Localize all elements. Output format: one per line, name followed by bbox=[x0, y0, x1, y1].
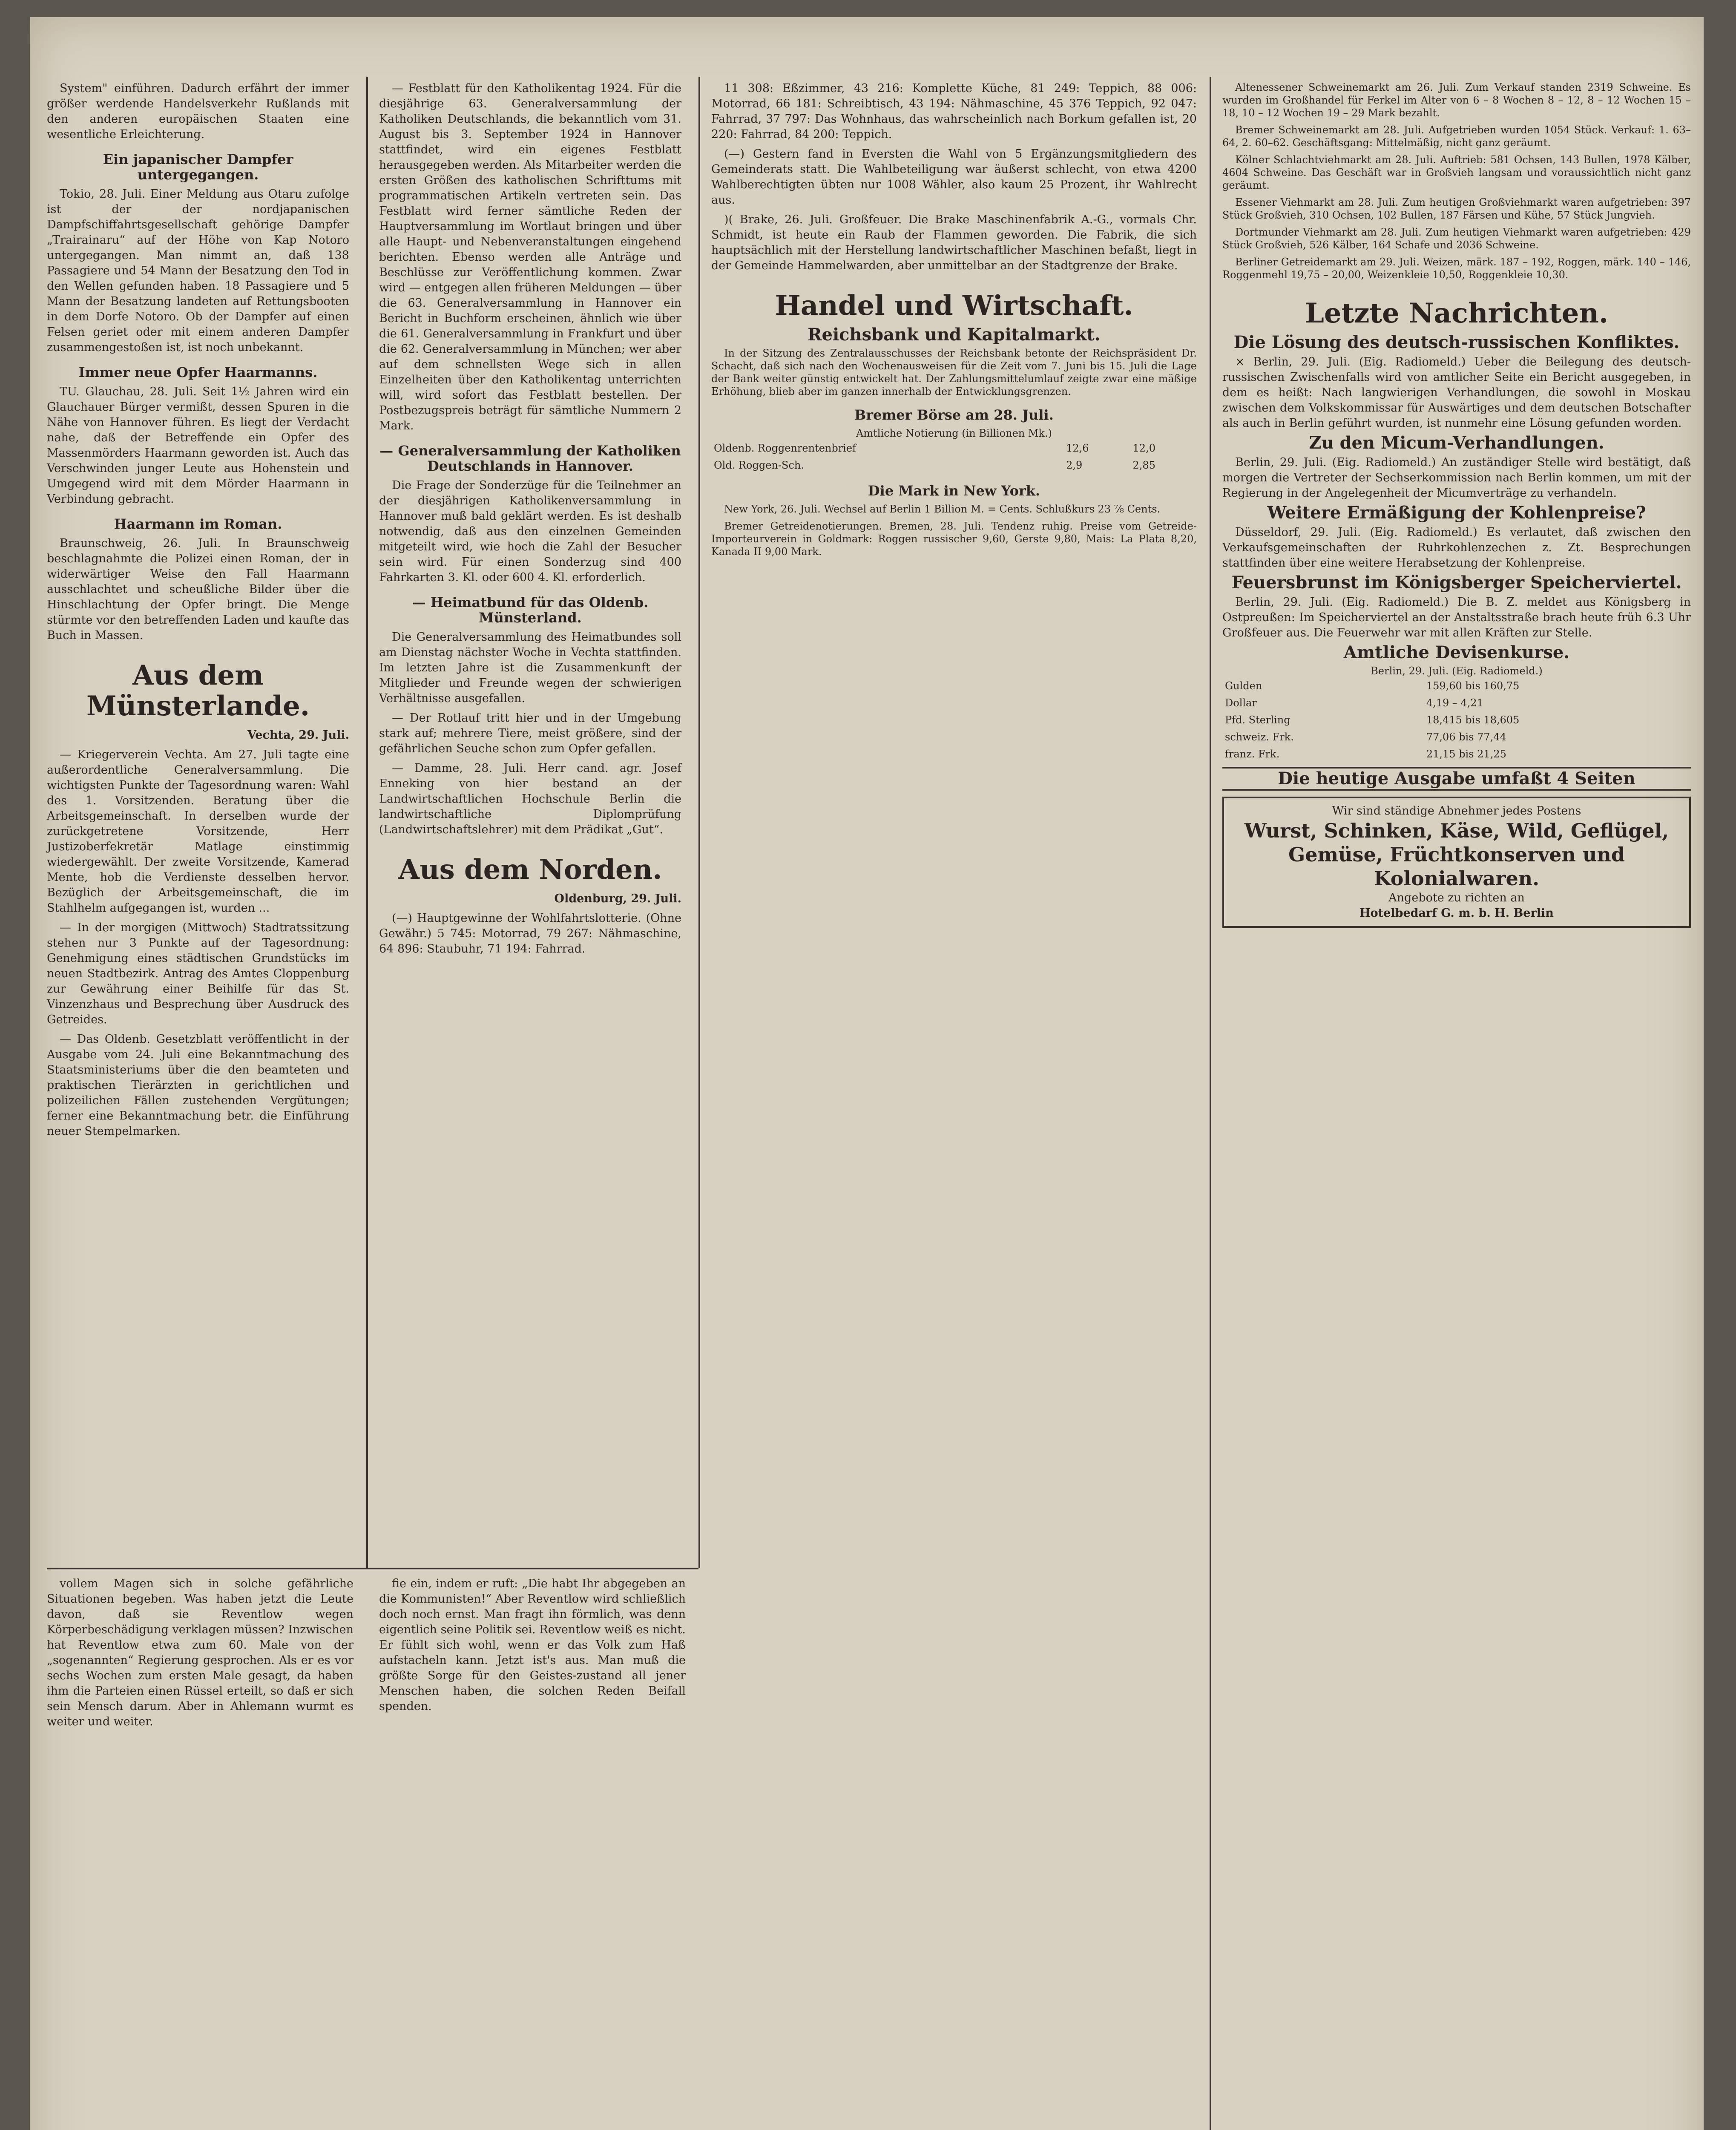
headline-reichsbank: Reichsbank und Kapitalmarkt. bbox=[808, 325, 1101, 345]
column-3 bbox=[711, 81, 1197, 562]
table-row bbox=[711, 457, 1197, 474]
dateline: Vechta, 29. Juli. bbox=[247, 728, 349, 742]
headline-devisen: Amtliche Devisenkurse. bbox=[1343, 642, 1570, 662]
table-cell: 12,6 bbox=[1066, 442, 1089, 454]
headline-haarmann: Immer neue Opfer Haarmanns. bbox=[78, 364, 318, 380]
table-cell: 12,0 bbox=[1132, 442, 1155, 454]
headline-kohle: Weitere Ermäßigung der Kohlenpreise? bbox=[1267, 503, 1646, 523]
article-getreide: Bremer Getreidenotierungen. Bremen, 28. Juli. Tendenz ruhig. Preise vom Getreide-Importeurverein in Goldmark: Roggen russischer 9,60, Gerste 9,80, Mais: La Plata 8,20, Kanada II 9,00 Mark. bbox=[711, 520, 1197, 558]
article-haarmann: TU. Glauchau, 28. Juli. Seit 1½ Jahren wird ein Glauchauer Bürger vermißt, dessen Spuren in die Nähe von Hannover führen. Es liegt der Verdacht nahe, daß der Betreffende ein Opfer des Massenmörders Haarmann geworden ist. Auch das Verschwinden junger Leute aus Hohenstein und Umgegend wird mit dem Mörder Haarmann in Verbindung gebracht. bbox=[47, 385, 349, 506]
article-festblatt: — Festblatt für den Katholikentag 1924. Für die diesjährige 63. Generalversammlung der Katholiken Deutschlands, die bekanntlich vom 31. August bis 3. September 1924 in Hannover stattfindet, wird ein eigenes Festblatt herausgegeben werden. Als Mitarbeiter werden die ersten Größen des katholischen Schrifttums mit programmatischen Artikeln vertreten sein. Das Festblatt wird ferner sämtliche Reden der Hauptversammlung im Wortlaut bringen und über alle Haupt- und Nebenveranstaltungen eingehend berichten. Ebenso werden alle Anträge und Beschlüsse zur Veröffentlichung kommen. Zwar wird — entgegen allen früheren Meldungen — über die 63. Generalversammlung in Hannover ein Bericht in Buchform erscheinen, ähnlich wie über die 61. Generalversammlung in Frankfurt und über die 62. Generalversammlung in München; wer aber auf dem schnellsten Wege sich in allen Einzelheiten über den Katholikentag unterrichten will, wird sofort das Festblatt bestellen. Der Postbezugspreis beträgt für sämtliche Nummern 2 Mark. bbox=[379, 82, 681, 432]
section-title-norden: Aus dem Norden. bbox=[398, 854, 662, 886]
table-row bbox=[1222, 677, 1691, 694]
advertisement bbox=[1222, 797, 1691, 928]
article-micum: Berlin, 29. Juli. (Eig. Radiomeld.) An zuständiger Stelle wird bestätigt, daß morgen die Vertreter der Sechserkommission nach Berlin kommen, um mit der Regierung in der Angelegenheit der Micumverträge zu verhandeln. bbox=[1222, 456, 1691, 500]
headline-feuer: Feuersbrunst im Königsberger Speicherviertel. bbox=[1231, 573, 1682, 593]
market-koeln: Kölner Schlachtviehmarkt am 28. Juli. Auftrieb: 581 Ochsen, 143 Bullen, 1978 Kälber, 4604 Schweine. Das Geschäft war in Großvieh langsam und voraussichtlich nicht ganz geräumt. bbox=[1222, 154, 1691, 191]
article-kriegerverein: — Kriegerverein Vechta. Am 27. Juli tagte eine außerordentliche Generalversammlung. Die wichtigsten Punkte der Tagesordnung waren: Wahl des 1. Vorsitzenden. Beratung über die Arbeitsgemeinschaft. In derselben wurde der zurückgetretene Vorsitzende, Herr Justizoberfekretär Matlage einstimmig wiedergewählt. Der zweite Vorsitzende, Kamerad Mente, hob die Verdienste desselben hervor. Bezüglich der Arbeitsgemeinschaft, die im Stahlhelm aufgegangen ist, wurden ... bbox=[47, 748, 349, 915]
table-row bbox=[711, 440, 1197, 457]
table-cell: 2,85 bbox=[1132, 459, 1155, 471]
article-lose: 11 308: Eßzimmer, 43 216: Komplette Küche, 81 249: Teppich, 88 006: Motorrad, 66 181: Schreibtisch, 43 194: Nähmaschine, 45 376 Teppich, 92 047: Fahrrad, 37 797: Das Wohnhaus, das wahrscheinlich nach Borkum gefallen ist, 20 220: Fahrrad, 84 200: Teppich. bbox=[711, 82, 1197, 141]
edition-pages-note: Die heutige Ausgabe umfaßt 4 Seiten bbox=[1222, 767, 1691, 791]
table-row bbox=[1222, 728, 1691, 746]
article-brake: )( Brake, 26. Juli. Großfeuer. Die Brake Maschinenfabrik A.-G., vormals Chr. Schmidt, ist heute ein Raub der Flammen geworden. Die Fabrik, die sich hauptsächlich mit der Herstellung landwirtschaftlicher Maschinen befaßt, liegt in der Gemeinde Hammelwarden, aber unmittelbar an der Stadtgrenze der Brake. bbox=[711, 213, 1197, 272]
column-4 bbox=[1222, 81, 1691, 928]
ad-intro: Wir sind ständige Abnehmer jedes Postens bbox=[1332, 804, 1581, 817]
table-cell: Pfd. Sterling bbox=[1225, 714, 1291, 726]
article-generalversammlung: Die Frage der Sonderzüge für die Teilnehmer an der diesjährigen Katholikenversammlung in Hannover muß bald geklärt werden. Es ist deshalb notwendig, daß aus den einzelnen Gemeinden mitgeteilt wird, wie hoch die Zahl der Besucher sein wird. Für einen Sonderzug sind 400 Fahrkarten 3. Kl. oder 600 4. Kl. erforderlich. bbox=[379, 479, 681, 584]
article-loesung: × Berlin, 29. Juli. (Eig. Radiomeld.) Ueber die Beilegung des deutsch-russischen Zwischenfalls wird von amtlicher Seite ein Bericht ausgegeben, in dem es heißt: Nach langwierigen Verhandlungen, die sowohl in Moskau zwischen dem Volkskommissar für Auswärtiges und dem deutschen Botschafter als auch in Berlin geführt wurden, ist nunmehr eine Lösung gefunden worden. bbox=[1222, 355, 1691, 430]
table-cell: Oldenb. Roggenrentenbrief bbox=[714, 442, 856, 454]
feuilleton-col-1 bbox=[47, 1576, 354, 1734]
article-lotterie: (—) Hauptgewinne der Wohlfahrtslotterie. (Ohne Gewähr.) 5 745: Motorrad, 79 267: Nähmaschine, 64 896: Staubuhr, 71 194: Fahrrad. bbox=[379, 912, 681, 956]
article-heimatbund: Die Generalversammlung des Heimatbundes soll am Dienstag nächster Woche in Vechta stattfinden. Im letzten Jahre ist die Zusammenkunft der Mitglieder und Freunde wegen der schwierigen Verhältnisse ausgefallen. bbox=[379, 630, 681, 705]
headline-micum: Zu den Micum-Verhandlungen. bbox=[1309, 433, 1604, 453]
table-cell: 18,415 bis 18,605 bbox=[1426, 714, 1520, 726]
table-cell: franz. Frk. bbox=[1225, 748, 1280, 760]
table-cell: 21,15 bis 21,25 bbox=[1426, 748, 1506, 760]
devisen-table bbox=[1222, 677, 1691, 763]
table-cell: 4,19 – 4,21 bbox=[1426, 697, 1483, 709]
article-stadtrat: — In der morgigen (Mittwoch) Stadtratssitzung stehen nur 3 Punkte auf der Tagesordnung: Genehmigung eines städtischen Grundstücks im neuen Stadtbezirk. Antrag des Amtes Cloppenburg zur Gewährung einer Beihilfe für das St. Vinzenzhaus und Besprechung über Ausdruck des Getreides. bbox=[47, 921, 349, 1026]
devisen-subtitle: Berlin, 29. Juli. (Eig. Radiomeld.) bbox=[1371, 665, 1543, 677]
ad-firm: Hotelbedarf G. m. b. H. Berlin bbox=[1359, 907, 1554, 920]
article-damme: — Damme, 28. Juli. Herr cand. agr. Josef Enneking von hier bestand an der Landwirtschaftlichen Hochschule Berlin die landwirtschaftliche Diplomprüfung (Landwirtschaftslehrer) mit dem Prädikat „Gut“. bbox=[379, 762, 681, 836]
headline-boerse: Bremer Börse am 28. Juli. bbox=[854, 407, 1054, 423]
feuilleton-col-2 bbox=[379, 1576, 686, 1718]
article-japan: Tokio, 28. Juli. Einer Meldung aus Otaru zufolge ist der der nordjapanischen Dampfschiffahrtsgesellschaft gehörige Dampfer „Trairainaru“ auf der Höhe von Kap Notoro untergegangen. Man nimmt an, daß 138 Passagiere und 54 Mann der Besatzung den Tod in den Wellen gefunden haben. 18 Passagiere und 5 Mann der Besatzung landeten auf Rettungsbooten in dem Dorfe Notoro. Ob der Dampfer auf einen Felsen geriet oder mit einem anderen Dampfer zusammengestoßen ist, ist noch unbekannt. bbox=[47, 187, 349, 354]
table-cell: Dollar bbox=[1225, 697, 1257, 709]
article-roman: Braunschweig, 26. Juli. In Braunschweig beschlagnahmte die Polizei einen Roman, der in widerwärtiger Weise den Fall Haarmann ausschlachtet und scheußliche Bilder über die Hinschlachtung der Opfer bringt. Die Menge stürmte vor den betreffenden Laden und kaufte das Buch in Massen. bbox=[47, 537, 349, 642]
article-rotlauf: — Der Rotlauf tritt hier und in der Umgebung stark auf; mehrere Tiere, meist größere, sind der gefährlichen Seuche schon zum Opfer gefallen. bbox=[379, 711, 681, 755]
table-cell: 159,60 bis 160,75 bbox=[1426, 680, 1520, 692]
article-mark: New York, 26. Juli. Wechsel auf Berlin 1 Billion M. = Cents. Schlußkurs 23 ⅞ Cents. bbox=[724, 503, 1161, 515]
headline-loesung: Die Lösung des deutsch-russischen Konfliktes. bbox=[1233, 332, 1680, 352]
section-title-handel: Handel und Wirtschaft. bbox=[775, 290, 1133, 322]
boerse-table bbox=[711, 440, 1197, 474]
newspaper-page bbox=[30, 17, 1704, 2130]
section-title-letzte-nachrichten: Letzte Nachrichten. bbox=[1305, 297, 1609, 329]
market-berlin-getreide: Berliner Getreidemarkt am 29. Juli. Weizen, märk. 187 – 192, Roggen, märk. 140 – 146, Roggenmehl 19,75 – 20,00, Weizenkleie 10,50, Roggenkleie 10,30. bbox=[1222, 256, 1691, 281]
headline-japan: Ein japanischer Dampfer untergegangen. bbox=[103, 151, 293, 183]
market-dortmund: Dortmunder Viehmarkt am 28. Juli. Zum heutigen Viehmarkt waren aufgetrieben: 429 Stück Großvieh, 526 Kälber, 164 Schafe und 2036 Schweine. bbox=[1222, 226, 1691, 251]
article-wahl: (—) Gestern fand in Eversten die Wahl von 5 Ergänzungsmitgliedern des Gemeinderats statt. Die Wahlbeteiligung war äußerst schlecht, von etwa 4200 Wahlberechtigten übten nur 1008 Wähler, also kaum 25 Prozent, ihr Wahlrecht aus. bbox=[711, 147, 1197, 207]
table-row bbox=[1222, 711, 1691, 728]
feuilleton-text: vollem Magen sich in solche gefährliche Situationen begeben. Was haben jetzt die Leute davon, daß sie Reventlow wegen Körperbeschädigung verklagen müssen? Inzwischen hat Reventlow etwa zum 60. Male von der „sogenannten“ Regierung gesprochen. Als er es vor sechs Wochen zum ersten Male gesagt, da haben ihm die Parteien einen Rüssel erteilt, so daß er sich sein Mensch darum. Aber in Ahlemann wurmt es weiter und weiter. bbox=[47, 1577, 354, 1728]
column-1 bbox=[47, 81, 349, 1143]
headline-mark: Die Mark in New York. bbox=[868, 483, 1040, 499]
feuilleton-text: fie ein, indem er ruft: „Die habt Ihr abgegeben an die Kommunisten!“ Aber Reventlow wird schließlich doch noch ernst. Man fragt ihn förmlich, was denn eigentlich seine Politik sei. Reventlow weiß es nicht. Er fühlt sich wohl, wenn er das Volk zum Haß aufstacheln kann. Jetzt ist's aus. Man muß die größte Sorge für den Geistes-zustand all jener Menschen haben, die solchen Reden Beifall spenden. bbox=[379, 1577, 686, 1713]
article-reichsbank: In der Sitzung des Zentralausschusses der Reichsbank betonte der Reichspräsident Dr. Schacht, daß sich nach den Wochenausweisen für die Zeit vom 7. Juni bis 15. Juli die Lage der Bank weiter günstig entwickelt hat. Der Zahlungsmittelumlauf zeigte zwar eine mäßige Erhöhung, blieb aber im ganzen innerhalb der Entwicklungsgrenzen. bbox=[711, 347, 1197, 397]
headline-heimatbund: — Heimatbund für das Oldenb. Münsterland. bbox=[412, 594, 649, 626]
article-feuer: Berlin, 29. Juli. (Eig. Radiomeld.) Die B. Z. meldet aus Königsberg in Ostpreußen: Im Speicherviertel an der Anstaltsstraße brach heute früh 6.3 Uhr Großfeuer aus. Die Feuerwehr war mit allen Kräften zur Stelle. bbox=[1222, 596, 1691, 639]
ad-subtitle: Angebote zu richten an bbox=[1388, 891, 1525, 904]
column-divider bbox=[1210, 77, 1211, 2130]
section-divider bbox=[47, 1568, 698, 1569]
article-intro: System" einführen. Dadurch erfährt der immer größer werdende Handelsverkehr Rußlands mit den anderen europäischen Staaten eine wesentliche Erleichterung. bbox=[47, 82, 349, 141]
ad-headline: Wurst, Schinken, Käse, Wild, Geflügel, Gemüse, Früchtkonserven und Kolonialwaren. bbox=[1244, 819, 1669, 890]
market-altenessen: Altenessener Schweinemarkt am 26. Juli. Zum Verkauf standen 2319 Schweine. Es wurden im Großhandel für Ferkel im Alter von 6 – 8 Wochen 8 – 12, 8 – 12 Wochen 15 – 18, 10 – 12 Wochen 19 – 29 Mark bezahlt. bbox=[1222, 81, 1691, 119]
table-cell: 2,9 bbox=[1066, 459, 1083, 471]
table-row bbox=[1222, 694, 1691, 711]
market-essen: Essener Viehmarkt am 28. Juli. Zum heutigen Großviehmarkt waren aufgetrieben: 397 Stück Großvieh, 310 Ochsen, 102 Bullen, 187 Färsen und Kühe, 57 Stück Jungvieh. bbox=[1222, 196, 1691, 221]
article-kohle: Düsseldorf, 29. Juli. (Eig. Radiomeld.) Es verlautet, daß zwischen den Verkaufsgemeinschaften der Ruhrkohlenzechen z. Zt. Besprechungen stattfinden über eine weitere Herabsetzung der Kohlenpreise. bbox=[1222, 526, 1691, 570]
article-gesetzblatt: — Das Oldenb. Gesetzblatt veröffentlicht in der Ausgabe vom 24. Juli eine Bekanntmachung des Staatsministeriums über die den beamteten und praktischen Tierärzten in gerichtlichen und polizeilichen Fällen zustehenden Vergütungen; ferner eine Bekanntmachung betr. die Einführung neuer Stempelmarken. bbox=[47, 1033, 349, 1138]
column-divider bbox=[698, 77, 700, 1568]
boerse-subtitle: Amtliche Notierung (in Billionen Mk.) bbox=[856, 427, 1052, 439]
column-2 bbox=[379, 81, 681, 961]
market-bremen: Bremer Schweinemarkt am 28. Juli. Aufgetrieben wurden 1054 Stück. Verkauf: 1. 63–64, 2. 60–62. Geschäftsgang: Mittelmäßig, nicht ganz geräumt. bbox=[1222, 124, 1691, 149]
column-divider bbox=[366, 77, 368, 1568]
dateline: Oldenburg, 29. Juli. bbox=[554, 892, 681, 905]
table-cell: schweiz. Frk. bbox=[1225, 731, 1294, 743]
section-title-muensterland: Aus dem Münsterlande. bbox=[86, 659, 310, 722]
table-cell: Old. Roggen-Sch. bbox=[714, 459, 804, 471]
headline-generalversammlung: — Generalversammlung der Katholiken Deutschlands in Hannover. bbox=[379, 443, 681, 474]
table-row bbox=[1222, 746, 1691, 763]
headline-roman: Haarmann im Roman. bbox=[114, 516, 282, 532]
table-cell: Gulden bbox=[1225, 680, 1262, 692]
table-cell: 77,06 bis 77,44 bbox=[1426, 731, 1506, 743]
